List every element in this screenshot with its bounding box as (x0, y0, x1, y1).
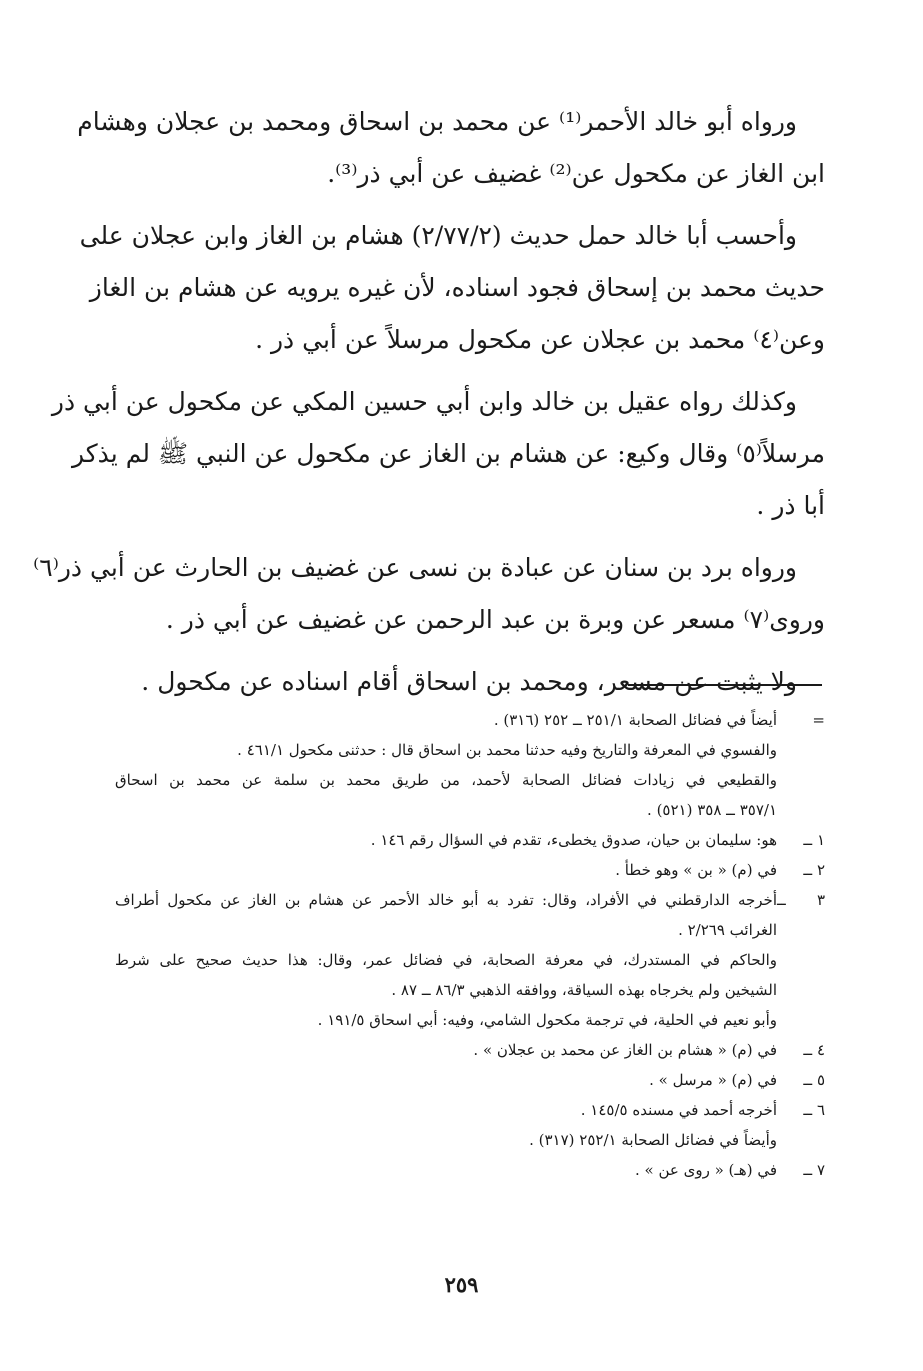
paragraph (115, 656, 825, 708)
footnote-line (115, 885, 825, 915)
footnote-line (115, 735, 825, 765)
footnote-line (115, 1095, 825, 1125)
text-line: ابن الغاز عن مكحول عن⁽²⁾ غضيف عن أبي ذر⁽³⁾. (327, 159, 825, 188)
footnote-text: أيضاً في فضائل الصحابة ٢٥١/١ ــ ٢٥٢ (٣١٦) . (493, 711, 777, 729)
footnote-text: هو: سليمان بن حيان، صدوق يخطىء، تقدم في السؤال رقم ١٤٦ . (370, 831, 777, 849)
footnote-line (115, 855, 825, 885)
footnote-line (115, 915, 825, 945)
text-line: وكذلك رواه عقيل بن خالد وابن أبي حسين المكي عن مكحول عن أبي ذر (51, 387, 797, 416)
footnote-text: الغرائب ٢/٢٦٩ . (678, 921, 777, 939)
footnote-line (115, 1155, 825, 1185)
footnote-marker: ٥ ــ (803, 1071, 825, 1089)
footnote-text: الشيخين ولم يخرجاه بهذه السياقة، ووافقه الذهبي ٨٦/٣ ــ ٨٧ . (391, 981, 777, 999)
text-line: وعن⁽٤⁾ محمد بن عجلان عن مكحول مرسلاً عن أبي ذر . (255, 325, 825, 354)
footnote-line (115, 1065, 825, 1095)
footnote-line (115, 795, 825, 825)
footnote-text: في (م) « مرسل » . (649, 1071, 777, 1089)
footnote-line (115, 1005, 825, 1035)
main-text (33, 96, 825, 718)
footnote-text: ٣٥٧/١ ــ ٣٥٨ (٥٢١) . (647, 801, 777, 819)
text-line: وأحسب أبا خالد حمل حديث (٢/٧٧/٢) هشام بن الغاز وابن عجلان على (79, 221, 797, 250)
text-line: وروى⁽٧⁾ مسعر عن وبرة بن عبد الرحمن عن غضيف عن أبي ذر . (165, 605, 825, 634)
footnote-text: في (م) « هشام بن الغاز عن محمد بن عجلان » . (473, 1041, 777, 1059)
footnote-text: أخرجه الدارقطني في الأفراد، وقال: تفرد به أبو خالد الأحمر عن هشام بن الغاز عن مكحول أطراف (115, 891, 777, 909)
footnote-marker: ٧ ــ (803, 1161, 825, 1179)
footnote-marker: = (812, 711, 825, 729)
footnotes (115, 705, 825, 1185)
paragraph (33, 542, 825, 646)
footnote-marker: ١ ــ (803, 831, 825, 849)
footnote-text: وأيضاً في فضائل الصحابة ٢٥٢/١ (٣١٧) . (529, 1131, 777, 1149)
footnote-marker: ٦ ــ (803, 1101, 825, 1119)
footnote-line (115, 705, 825, 735)
text-line: حديث محمد بن إسحاق فجود اسناده، لأن غيره يرويه عن هشام بن الغاز (89, 273, 825, 302)
page-number: ٢٥٩ (444, 1272, 479, 1297)
text-line: ورواه برد بن سنان عن عبادة بن نسى عن غضيف بن الحارث عن أبي ذر⁽٦⁾ (33, 553, 797, 582)
footnote-text: أخرجه أحمد في مسنده ١٤٥/٥ . (580, 1101, 777, 1119)
footnote-marker: ٣ ــ (777, 891, 825, 909)
text-line: مرسلاً⁽٥⁾ وقال وكيع: عن هشام بن الغاز عن مكحول عن النبي ﷺ لم يذكر (71, 439, 825, 468)
footnote-text: والفسوي في المعرفة والتاريخ وفيه حدثنا محمد بن اسحاق قال : حدثنى مكحول ٤٦١/١ . (237, 741, 777, 759)
paragraph (79, 210, 825, 366)
paragraph (51, 376, 825, 532)
footnote-marker: ٤ ــ (803, 1041, 825, 1059)
text-line: أبا ذر . (756, 491, 825, 520)
footnote-separator (628, 684, 822, 686)
footnote-text: في (هـ) « روى عن » . (634, 1161, 777, 1179)
footnote-text: وأبو نعيم في الحلية، في ترجمة مكحول الشامي، وفيه: أبي اسحاق ١٩١/٥ . (317, 1011, 777, 1029)
footnote-line (115, 1125, 825, 1155)
footnote-text: في (م) « بن » وهو خطأ . (615, 861, 777, 879)
text-line: ورواه أبو خالد الأحمر⁽¹⁾ عن محمد بن اسحاق ومحمد بن عجلان وهشام (77, 107, 797, 136)
footnote-line (115, 825, 825, 855)
footnote-text: والقطيعي في زيادات فضائل الصحابة لأحمد، من طريق محمد بن سلمة عن محمد بن اسحاق (115, 771, 777, 789)
footnote-line (115, 945, 825, 975)
text-line: ولا يثبت عن مسعر، ومحمد بن اسحاق أقام اسناده عن مكحول . (141, 667, 797, 696)
footnote-line (115, 1035, 825, 1065)
footnote-line (115, 765, 825, 795)
footnote-text: والحاكم في المستدرك، في معرفة الصحابة، في فضائل عمر، وقال: هذا حديث صحيح على شرط (115, 951, 777, 969)
paragraph (77, 96, 825, 200)
footnote-marker: ٢ ــ (803, 861, 825, 879)
footnote-line (115, 975, 825, 1005)
